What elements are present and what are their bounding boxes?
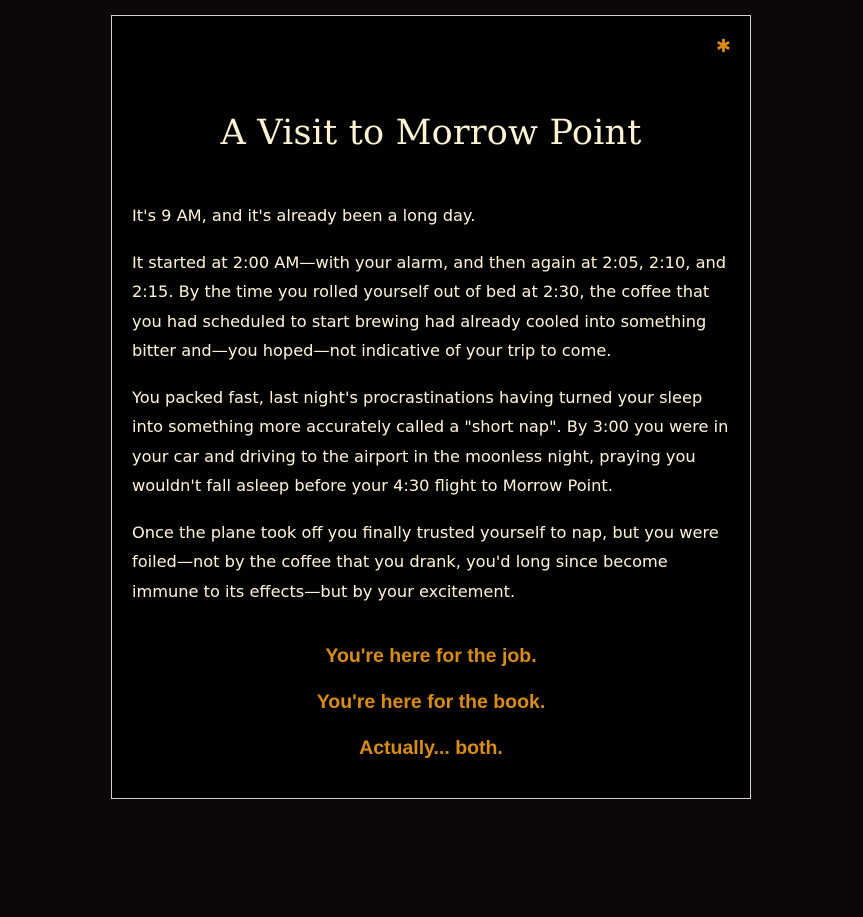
- story-title: A Visit to Morrow Point: [220, 113, 642, 153]
- choice-list: [112, 640, 750, 778]
- story-paragraph: You packed fast, last night's procrastinations having turned your sleep into something more accurately called a "short nap". By 3:00 you were in your car and driving to the airport in the moonless night, praying you wouldn't fall asleep before your 4:30 flight to Morrow Point.: [132, 387, 729, 495]
- story-text: [132, 201, 737, 623]
- choice-book-link[interactable]: You're here for the book.: [316, 691, 546, 713]
- story-paragraph: It's 9 AM, and it's already been a long day.: [132, 206, 476, 225]
- choice-both-link[interactable]: Actually... both.: [359, 737, 503, 759]
- story-paragraph: It started at 2:00 AM—with your alarm, and then again at 2:05, 2:10, and 2:15. By the time you rolled yourself out of bed at 2:30, the coffee that you had scheduled to start brewing had already cooled into something bitter and—you hoped—not indicative of your trip to come.: [132, 252, 727, 360]
- story-paragraph: Once the plane took off you finally trusted yourself to nap, but you were foiled—not by the coffee that you drank, you'd long since become immune to its effects—but by your excitement.: [132, 522, 719, 601]
- story-panel: [111, 15, 751, 799]
- asterisk-icon[interactable]: ✱: [715, 36, 731, 57]
- choice-job-link[interactable]: You're here for the job.: [325, 645, 537, 667]
